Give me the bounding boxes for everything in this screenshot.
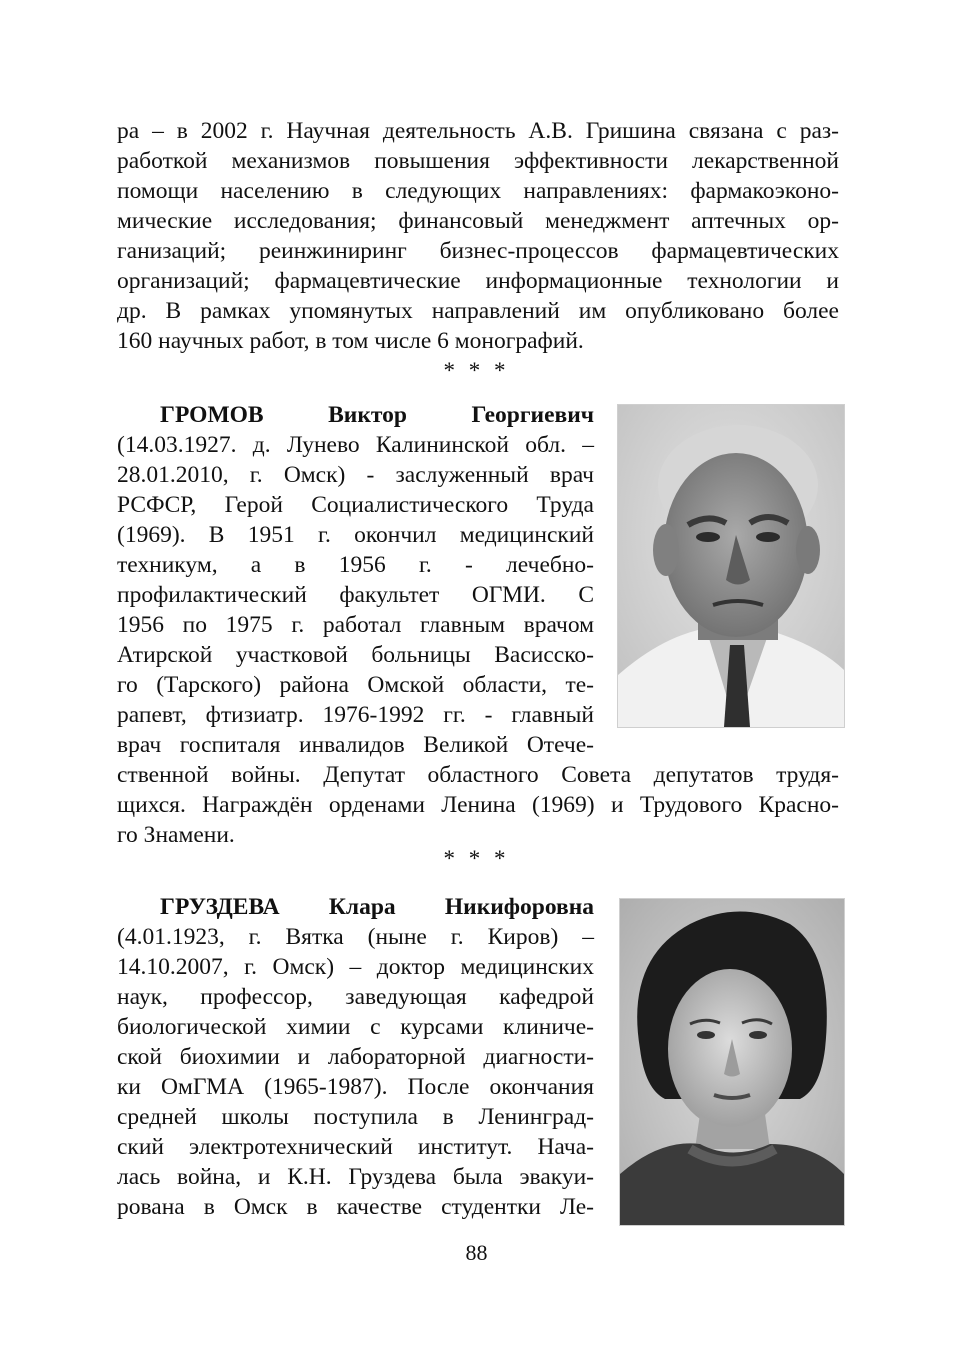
text-line: мические исследования; финансовый менеджмент аптечных ор- [117,208,839,234]
text-line: средней школы поступила в Ленинград- [117,1104,594,1130]
text-line: работкой механизмов повышения эффективности лекарственной [117,148,839,174]
portrait-woman-image [620,899,844,1225]
text-line: др. В рамках упомянутых направлений им опубликовано более [117,298,839,324]
text-line: профилактический факультет ОГМИ. С [117,582,594,608]
text-line: организаций; фармацевтические информационные технологии и [117,268,839,294]
section-separator: * * * [443,846,510,871]
text-line: РСФСР, Герой Социалистического Труда [117,492,594,518]
portrait-photo-gromov [617,404,845,728]
patronymic: Георгиевич [471,402,595,428]
portrait-photo-gruzdeva [619,898,845,1226]
text-line: (4.01.1923, г. Вятка (ныне г. Киров) – [117,924,594,950]
text-line: 1956 по 1975 г. работал главным врачом [117,612,594,638]
text-line: ской биохимии и лабораторной диагности- [117,1044,594,1070]
text-line: 14.10.2007, г. Омск) – доктор медицинских [117,954,594,980]
section-separator: * * * [443,358,510,383]
text-line: щихся. Награждён орденами Ленина (1969) и Трудового Красно- [117,792,839,818]
page-number: 88 [465,1240,488,1265]
text-line: врач госпиталя инвалидов Великой Отече- [117,732,594,758]
text-line: Атирской участковой больницы Васисско- [117,642,594,668]
text-line: помощи населению в следующих направлениях: фармакоэконо- [117,178,839,204]
text-line: лась война, и К.Н. Груздева была эвакуи- [117,1164,594,1190]
text-line: 160 научных работ, в том числе 6 монографий. [117,328,584,354]
text-line: ра – в 2002 г. Научная деятельность А.В. Гришина связана с раз- [117,118,839,144]
surname: ГРУЗДЕВА [160,894,280,920]
text-line: (1969). В 1951 г. окончил медицинский [117,522,594,548]
first-name: Клара [328,894,396,920]
entry-heading [160,892,594,922]
text-line: рапевт, фтизиатр. 1976-1992 гг. - главный [117,702,594,728]
text-line: рована в Омск в качестве студентки Ле- [117,1194,594,1220]
text-line: ки ОмГМА (1965-1987). После окончания [117,1074,594,1100]
text-line: ственной войны. Депутат областного Совета депутатов трудя- [117,762,839,788]
patronymic: Никифоровна [444,894,594,920]
text-line: биологической химии с курсами клиниче- [117,1014,594,1040]
text-line: наук, профессор, заведующая кафедрой [117,984,594,1010]
portrait-man-image [618,405,844,727]
entry-heading [160,400,594,430]
text-line: (14.03.1927. д. Лунево Калининской обл. – [117,432,594,458]
text-line: го (Тарского) района Омской области, те- [117,672,594,698]
surname: ГРОМОВ [160,402,264,428]
text-line: го Знамени. [117,822,235,848]
first-name: Виктор [328,402,407,428]
text-line: 28.01.2010, г. Омск) - заслуженный врач [117,462,594,488]
text-line: ский электротехнический институт. Нача- [117,1134,594,1160]
text-line: ганизаций; реинжиниринг бизнес-процессов фармацевтических [117,238,839,264]
text-line: техникум, а в 1956 г. - лечебно- [117,552,594,578]
